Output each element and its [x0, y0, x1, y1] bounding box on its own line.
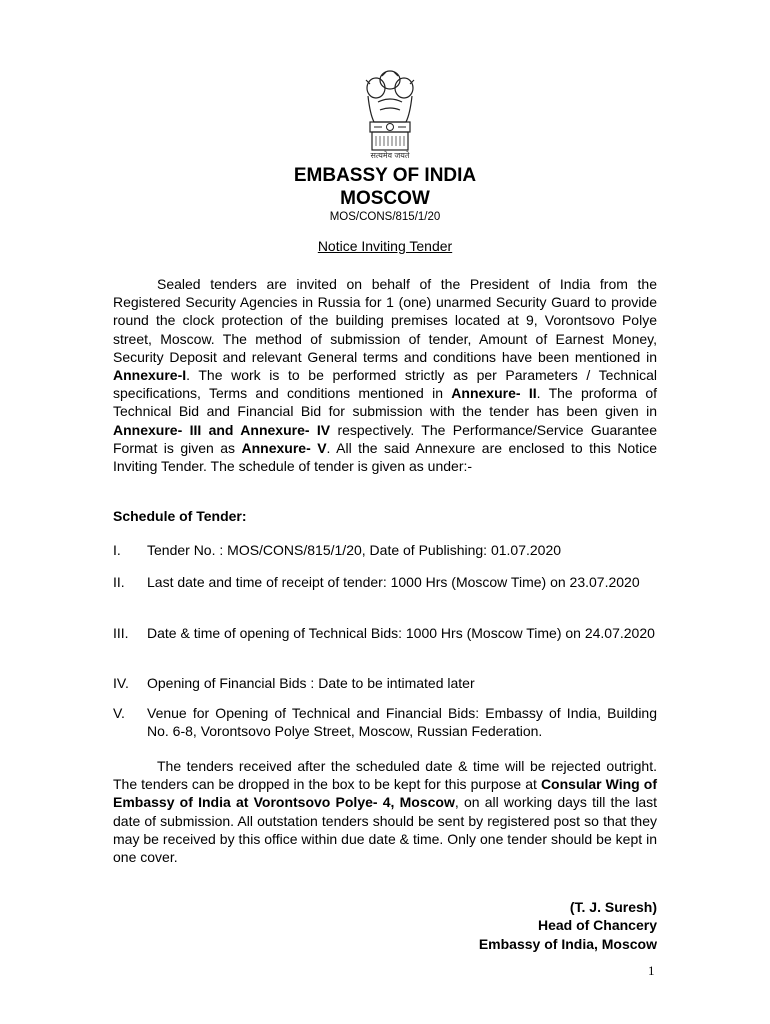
schedule-item: IV. Opening of Financial Bids : Date to be intimated later [113, 675, 475, 691]
closing-paragraph: The tenders received after the scheduled date & time will be rejected outright. The tenders can be dropped in the box to be kept for this purpose at Consular Wing of Embassy of India at Vorontsovo Polye- 4, Moscow, on all working days till the last date of submission. All outstation tenders should be sent by registered post so that they may be received by this office within due date & time. Only one tender should be kept in one cover. [113, 758, 657, 866]
signatory-office: Embassy of India, Moscow [478, 935, 657, 952]
emblem-motto: सत्यमेव जयते [370, 151, 410, 160]
schedule-heading: Schedule of Tender: [113, 508, 247, 524]
org-city: MOSCOW [340, 188, 430, 209]
signature-block [479, 898, 657, 953]
schedule-item: III. Date & time of opening of Technical Bids: 1000 Hrs (Moscow Time) on 24.07.2020 [113, 625, 655, 641]
org-name: EMBASSY OF INDIA [293, 165, 477, 186]
intro-paragraph: Sealed tenders are invited on behalf of the President of India from the Registered Security Agencies in Russia for 1 (one) unarmed Security Guard to provide round the clock protection of the building premises located at 9, Vorontsovo Polye street, Moscow. The method of submission of tender, Amount of Earnest Money, Security Deposit and relevant General terms and conditions have been mentioned in Annexure-I. The work is to be performed strictly as per Parameters / Technical specifications, Terms and conditions mentioned in Annexure- II. The proforma of Technical Bid and Financial Bid for submission with the tender has been given in Annexure- III and Annexure- IV respectively. The Performance/Service Guarantee Format is given as Annexure- V. All the said Annexure are enclosed to this Notice Inviting Tender. The schedule of tender is given as under:- [113, 276, 658, 475]
page-number: 1 [648, 963, 655, 978]
schedule-item: II. Last date and time of receipt of tender: 1000 Hrs (Moscow Time) on 23.07.2020 [113, 574, 640, 590]
reference-number: MOS/CONS/815/1/20 [329, 211, 441, 223]
schedule-item: V. Venue for Opening of Technical and Financial Bids: Embassy of India, Building No. 6-8, Vorontsovo Polye Street, Moscow, Russian Federation. [113, 705, 657, 740]
signatory-name: (T. J. Suresh) [569, 899, 657, 915]
signatory-designation: Head of Chancery [537, 917, 657, 934]
notice-title: Notice Inviting Tender [317, 238, 453, 254]
schedule-item: I. Tender No. : MOS/CONS/815/1/20, Date of Publishing: 01.07.2020 [113, 542, 562, 558]
